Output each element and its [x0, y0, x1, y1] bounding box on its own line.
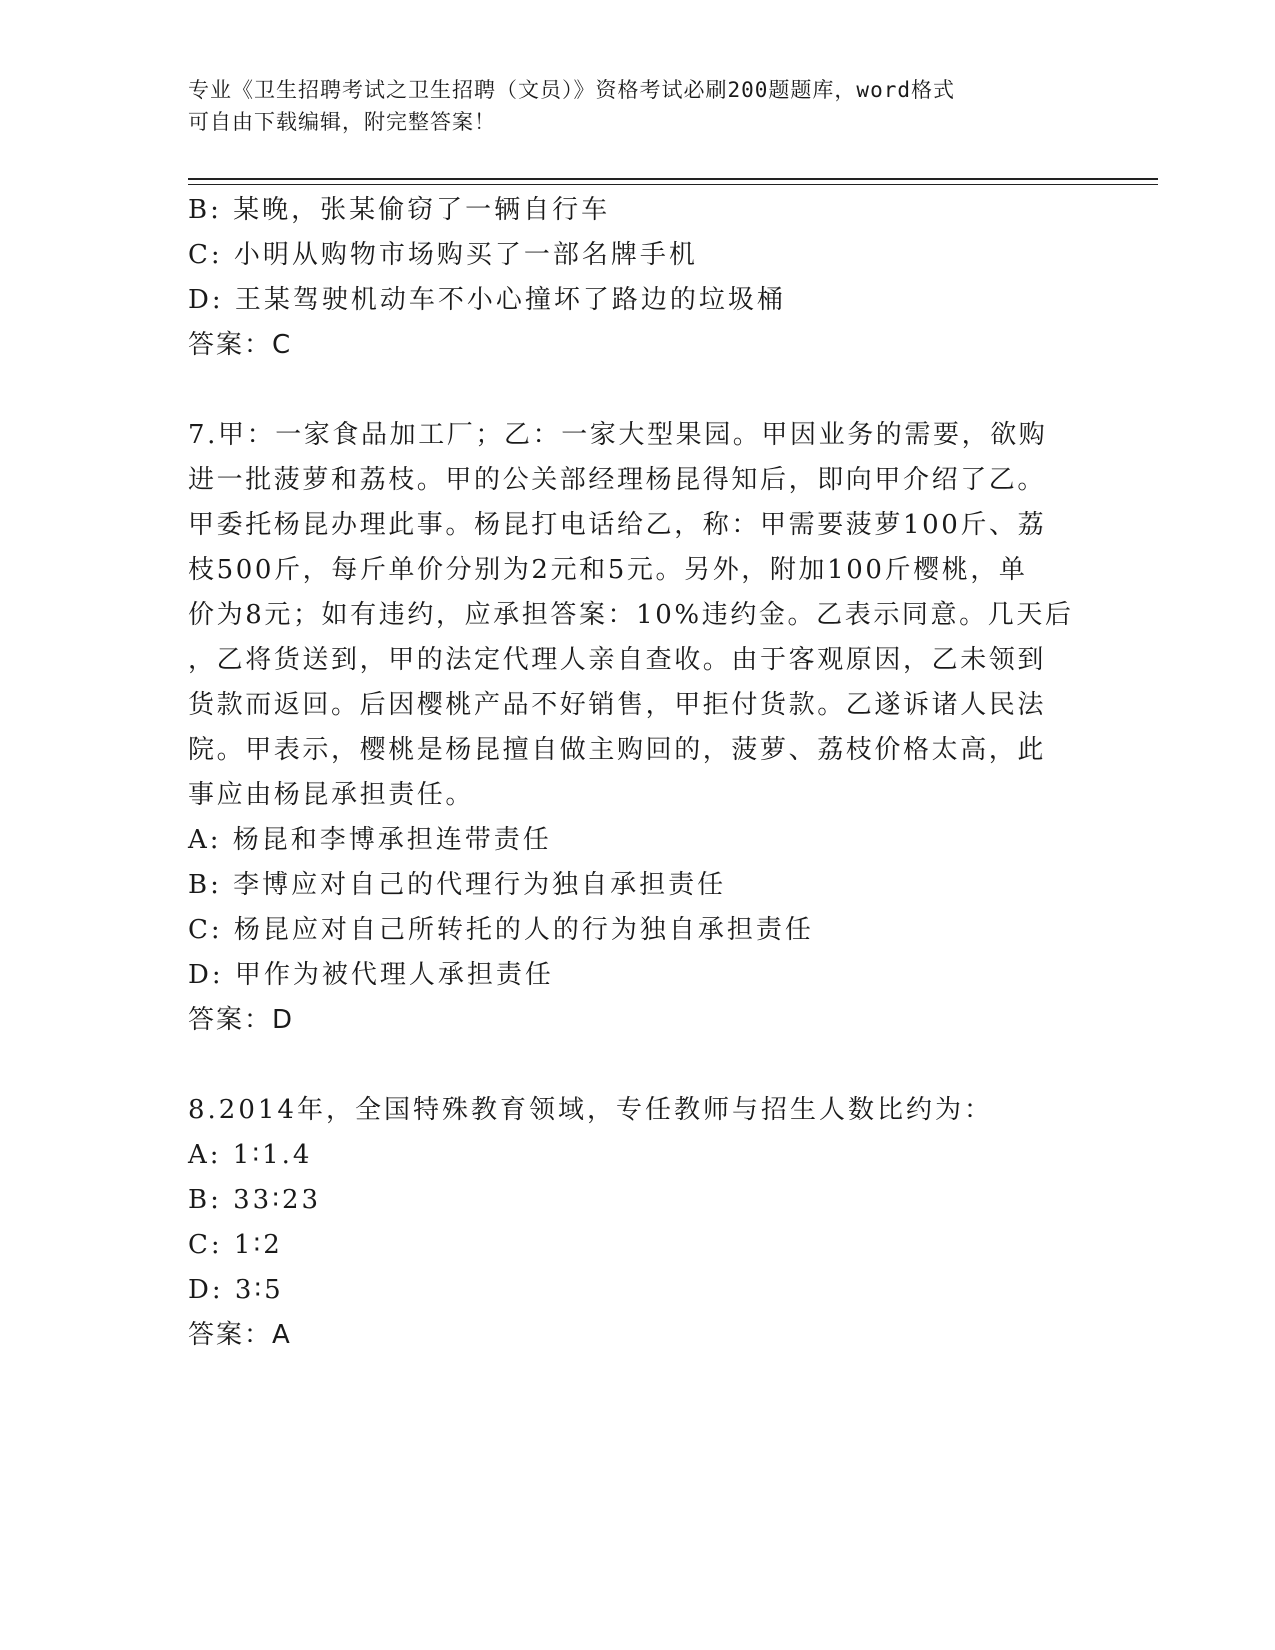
stem-line: 价为8元；如有违约，应承担答案：10%违约金。乙表示同意。几天后 [188, 600, 1074, 630]
header-line-2: 可自由下载编辑，附完整答案！ [188, 110, 496, 134]
answer-line: 答案：A [188, 1320, 292, 1350]
answer-line: 答案：C [188, 330, 293, 360]
option-c: C: 1∶2 [188, 1230, 283, 1260]
stem-line: ，乙将货送到，甲的法定代理人亲自查收。由于客观原因，乙未领到 [188, 645, 1047, 675]
option-c: C: 小明从购物市场购买了一部名牌手机 [188, 240, 698, 270]
stem-line: 进一批菠萝和荔枝。甲的公关部经理杨昆得知后，即向甲介绍了乙。 [188, 465, 1047, 495]
option-d: D: 3∶5 [188, 1275, 284, 1305]
question-stem [188, 413, 1074, 818]
question-7 [188, 413, 1074, 1043]
question-6 [188, 188, 1068, 368]
stem-line: 甲委托杨昆办理此事。杨昆打电话给乙，称：甲需要菠萝100斤、荔 [188, 510, 1047, 540]
stem-line: 货款而返回。后因樱桃产品不好销售，甲拒付货款。乙遂诉诸人民法 [188, 690, 1047, 720]
stem-line: 7.甲：一家食品加工厂；乙：一家大型果园。甲因业务的需要，欲购 [188, 420, 1048, 450]
question-stem: 8.2014年，全国特殊教育领域，专任教师与招生人数比约为： [188, 1095, 993, 1125]
option-b: B: 李博应对自己的代理行为独自承担责任 [188, 870, 727, 900]
document-body [188, 188, 1074, 1358]
header-line-1: 专业《卫生招聘考试之卫生招聘（文员）》资格考试必刷200题题库，word格式 [188, 78, 955, 102]
document-header [188, 74, 1068, 138]
option-c: C: 杨昆应对自己所转托的人的行为独自承担责任 [188, 915, 814, 945]
option-b: B: 某晚，张某偷窃了一辆自行车 [188, 195, 611, 225]
stem-line: 枝500斤，每斤单价分别为2元和5元。另外，附加100斤樱桃，单 [188, 555, 1028, 585]
option-d: D: 甲作为被代理人承担责任 [188, 960, 554, 990]
option-b: B: 33∶23 [188, 1185, 322, 1215]
stem-line: 院。甲表示，樱桃是杨昆擅自做主购回的，菠萝、荔枝价格太高，此 [188, 735, 1047, 765]
option-a: A: 杨昆和李博承担连带责任 [188, 825, 552, 855]
question-8 [188, 1088, 1068, 1358]
header-divider-thin [188, 184, 1158, 185]
option-a: A: 1∶1.4 [188, 1140, 313, 1170]
stem-line: 事应由杨昆承担责任。 [188, 780, 475, 810]
option-d: D: 王某驾驶机动车不小心撞坏了路边的垃圾桶 [188, 285, 786, 315]
header-divider-thick [188, 178, 1158, 180]
answer-line: 答案：D [188, 1005, 295, 1035]
